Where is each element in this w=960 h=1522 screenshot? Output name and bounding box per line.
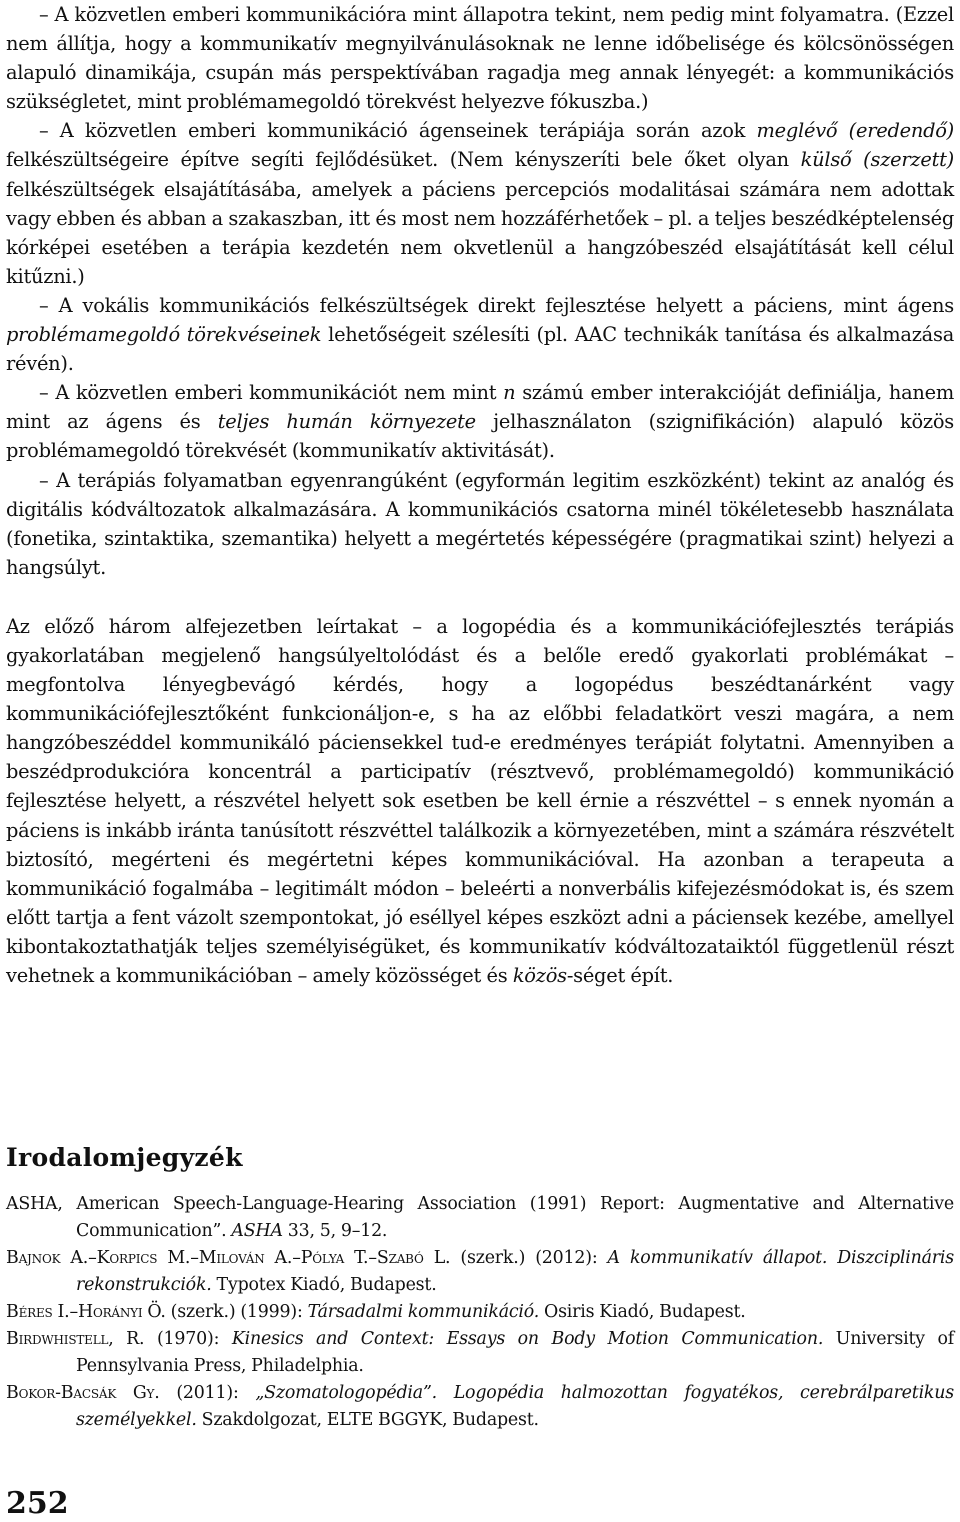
bullet-3 [6, 291, 954, 378]
reference-title: „Szomatologopédia”. Logopédia halmozottan fogyatékos, cerebrálparetikus személyekkel. [76, 1383, 954, 1430]
reference-text: Typotex Kiadó, Budapest. [211, 1275, 437, 1295]
paragraph-text: -séget épít. [566, 964, 674, 987]
bullet-1 [6, 0, 954, 116]
bullet-4 [6, 378, 954, 465]
reference-text: ASHA, American Speech-Language-Hearing Association (1991) Report: Augmentative and Alternative Communication”. [6, 1194, 954, 1241]
reference-item [6, 1380, 954, 1434]
main-text [6, 0, 954, 990]
reference-item [6, 1326, 954, 1380]
reference-title: Kinesics and Context: Essays on Body Motion Communication. [231, 1329, 824, 1349]
bullet-text: A közvetlen emberi kommunikációt nem mint [55, 381, 504, 405]
paragraph-text: Az előző három alfejezetben leírtakat – a logopédia és a kommunikációfejlesztés terápiás gyakorlatában megjelenő hangsúlyeltolódást és a belőle eredő gyakorlati problémákat – megfontolva lényegbevágó kérdés, hogy a logopédus beszédtanárként vagy kommunikációfejlesztőként funkcionáljon-e, s ha az előbbi feladatkört veszi magára, a nem hangzóbeszéddel kommunikáló páciensekkel tud-e eredményes terápiát folytatni. Amennyiben a beszédprodukcióra koncentrál a participatív (résztvevő, problémamegoldó) kommunikáció fejlesztése helyett, a részvétel helyett sok esetben be kell érnie a részvéttel – s ennek nyomán a páciens is inkább iránta tanúsított részvéttel találkozik a környezetében, mint a számára részvételt biztosító, megérteni és megértetni képes kommunikációval. Ha azonban a terapeuta a kommunikáció fogalmába – legitimált módon – beleérti a nonverbális kifejezésmódokat is, és szem előtt tartja a fent vázolt szempontokat, jó eséllyel képes eszközt adni a páciensek kezébe, amellyel kibontakoztathatják teljes személyiségüket, és kommunikatív kódváltozataiktól függetlenül részt vehetnek a kommunikációban – amely közösséget és [6, 614, 954, 987]
bullet-text: A vokális kommunikációs felkészültségek direkt fejlesztése helyett a páciens, mint ágens [58, 293, 954, 317]
reference-text: Osiris Kiadó, Budapest. [539, 1302, 746, 1322]
bullet-text: felkészültségeire építve segíti fejlődésüket. (Nem kényszeríti bele őket olyan [6, 148, 801, 172]
reference-item [6, 1191, 954, 1245]
bullet-text: felkészültségek elsajátításába, amelyek a páciens percepciós modalitásai számára nem adottak vagy ebben és abban a szakaszban, itt és most nem hozzáférhetőek – pl. a teljes beszédképtelenség kórképei esetében a terápia kezdetén nem okvetlenül a hangzóbeszéd elsajátítását kell célul kitűzni.) [6, 177, 954, 288]
bullet-text: jelhasználaton (szignifikáción) alapuló közös problémamegoldó törekvését (kommunikatív aktivitását). [6, 410, 954, 463]
bullet-emphasis: meglévő (eredendő) [756, 119, 954, 143]
reference-authors: Bajnok A.–Korpics M.–Milován A.–Pólya T.–Szabó L. [6, 1248, 451, 1268]
bullet-text: lehetőségeit szélesíti (pl. AAC technikák tanítása és alkalmazása révén). [6, 323, 955, 376]
reference-authors: Bokor-Bacsák Gy. [6, 1383, 160, 1403]
reference-item [6, 1245, 954, 1299]
bullet-dash: – [39, 381, 49, 405]
bullet-emphasis: külső (szerzett) [800, 148, 954, 172]
reference-authors: Béres I.–Horányi Ö. [6, 1302, 166, 1322]
reference-authors: Birdwhistell, R. [6, 1329, 145, 1349]
bullet-emphasis: problémamegoldó törekvéseinek [6, 323, 322, 347]
paragraph-emphasis: közös [512, 964, 567, 987]
reference-text: (szerk.) (1999): [165, 1302, 308, 1322]
bullet-2 [6, 116, 954, 291]
reference-item [6, 1299, 954, 1326]
references-heading: Irodalomjegyzék [6, 1143, 243, 1172]
reference-text: 33, 5, 9–12. [282, 1221, 388, 1241]
bullet-emphasis: teljes humán környezete [217, 410, 476, 434]
bullet-dash: – [39, 119, 49, 143]
section-spacer [6, 582, 954, 612]
bullet-dash: – [39, 293, 49, 317]
body-paragraph [6, 612, 954, 990]
reference-text: Szakdolgozat, ELTE BGGYK, Budapest. [196, 1410, 539, 1430]
bullet-dash: – [39, 468, 49, 492]
reference-list [6, 1191, 954, 1434]
bullet-text: számú ember interakcióját definiálja, hanem mint az ágens és [6, 381, 955, 434]
bullet-5 [6, 466, 954, 582]
reference-text: University of Pennsylvania Press, Philadelphia. [76, 1329, 954, 1376]
reference-title: Társadalmi kommunikáció. [307, 1302, 540, 1322]
reference-text: (szerk.) (2012): [450, 1248, 608, 1268]
reference-text: (1970): [144, 1329, 232, 1349]
reference-text: (2011): [159, 1383, 256, 1403]
bullet-text: A terápiás folyamatban egyenrangúként (egyformán legitim eszközként) tekint az analóg és digitális kódváltozatok alkalmazására. A kommunikációs csatorna minél tökéletesebb használata (fonetika, szintaktika, szemantika) helyett a megértetés képességére (pragmatikai szint) helyezi a hangsúlyt. [6, 468, 954, 579]
bullet-emphasis: n [503, 381, 516, 405]
bullet-text: A közvetlen emberi kommunikációra mint állapotra tekint, nem pedig mint folyamatra. (Ezzel nem állítja, hogy a kommunikatív megnyilvánulásoknak ne lenne időbelisége és kölcsönösségen alapuló dinamikája, csupán más perspektívában ragadja meg annak lényegét: a kommunikációs szükségletet, mint problémamegoldó törekvést helyezve fókuszba.) [6, 3, 954, 114]
reference-title: ASHA [231, 1221, 283, 1241]
bullet-dash: – [39, 3, 49, 26]
bullet-text: A közvetlen emberi kommunikáció ágenseinek terápiája során azok [59, 119, 757, 143]
page-number: 252 [6, 1486, 69, 1521]
reference-title: A kommunikatív állapot. Diszciplináris rekonstrukciók. [76, 1248, 954, 1295]
